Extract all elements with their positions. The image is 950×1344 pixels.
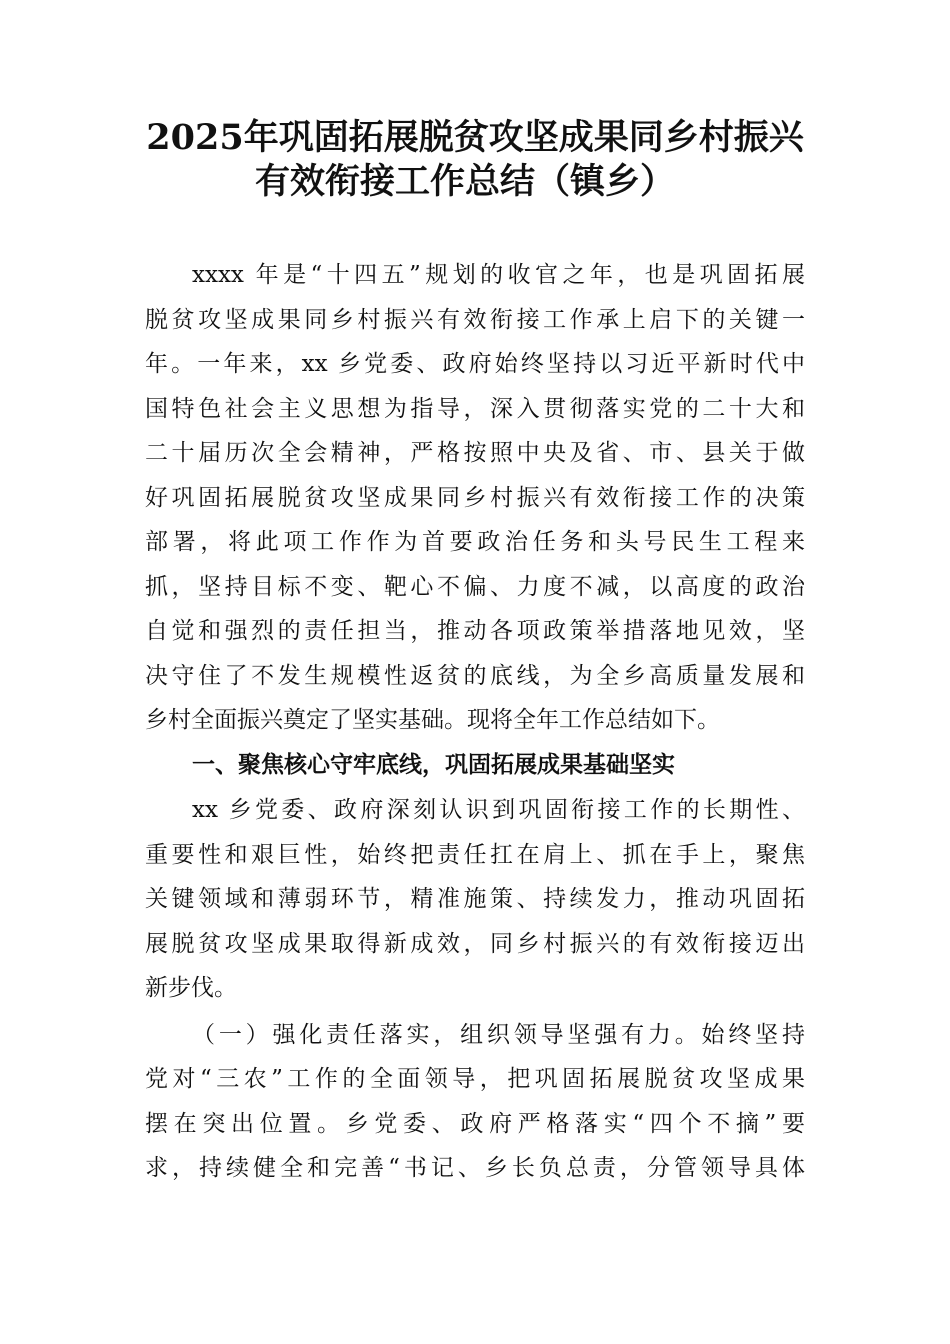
intro-line: 好巩固拓展脱贫攻坚成果同乡村振兴有效衔接工作的决策	[145, 485, 805, 511]
section1-line: 重要性和艰巨性，始终把责任扛在肩上、抓在手上，聚焦	[145, 842, 805, 868]
intro-line: 年。一年来，xx 乡党委、政府始终坚持以习近平新时代中	[145, 351, 805, 377]
document-title-line-2: 有效衔接工作总结（镇乡）	[254, 161, 675, 202]
subsection1-line: 求，持续健全和完善“书记、乡长负总责，分管领导具体	[145, 1155, 805, 1181]
intro-line: 部署，将此项工作作为首要政治任务和头号民生工程来	[145, 529, 805, 555]
section1-line: 新步伐。	[145, 975, 237, 1001]
intro-line: 决守住了不发生规模性返贫的底线，为全乡高质量发展和	[145, 663, 805, 689]
section-heading: 一、聚焦核心守牢底线，巩固拓展成果基础坚实	[192, 752, 675, 778]
intro-line: 抓，坚持目标不变、靶心不偏、力度不减，以高度的政治	[145, 574, 805, 600]
subsection1-line: （一）强化责任落实，组织领导坚强有力。始终坚持	[192, 1022, 805, 1048]
intro-line: 国特色社会主义思想为指导，深入贯彻落实党的二十大和	[145, 396, 805, 422]
intro-line: 二十届历次全会精神，严格按照中央及省、市、县关于做	[145, 440, 805, 466]
intro-line: 乡村全面振兴奠定了坚实基础。现将全年工作总结如下。	[145, 707, 720, 733]
subsection1-line: 摆在突出位置。乡党委、政府严格落实“四个不摘”要	[145, 1111, 805, 1137]
intro-line: xxxx 年是“十四五”规划的收官之年，也是巩固拓展	[192, 262, 805, 288]
intro-line: 自觉和强烈的责任担当，推动各项政策举措落地见效，坚	[145, 618, 805, 644]
intro-line: 脱贫攻坚成果同乡村振兴有效衔接工作承上启下的关键一	[145, 307, 805, 333]
section1-line: 展脱贫攻坚成果取得新成效，同乡村振兴的有效衔接迈出	[145, 931, 805, 957]
section1-line: 关键领域和薄弱环节，精准施策、持续发力，推动巩固拓	[145, 886, 805, 912]
subsection1-line: 党对“三农”工作的全面领导，把巩固拓展脱贫攻坚成果	[145, 1066, 805, 1092]
section1-line: xx 乡党委、政府深刻认识到巩固衔接工作的长期性、	[192, 797, 805, 823]
document-title-line-1: 2025年巩固拓展脱贫攻坚成果同乡村振兴	[146, 117, 804, 158]
